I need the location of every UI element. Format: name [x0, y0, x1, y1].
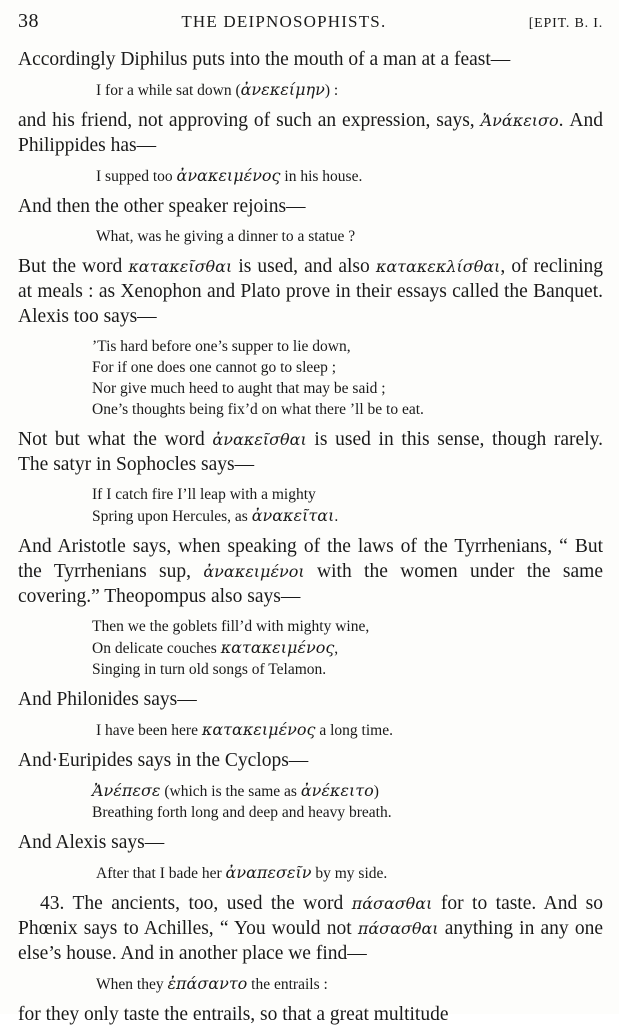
quote-line: On delicate couches κατακειμένος, — [92, 638, 339, 657]
paragraph-other-speaker: And then the other speaker rejoins— — [18, 196, 306, 217]
greek-term: κατακεκλίσθαι — [375, 257, 501, 276]
paragraph-philonides: And Philonides says— — [18, 689, 197, 710]
running-title: THE DEIPNOSOPHISTS. — [181, 12, 387, 31]
quote-line: After that I bade her ἀναπεσεῖν by my side. — [96, 863, 388, 882]
greek-term: Ἀνάκεισο — [480, 111, 559, 130]
paragraph-alexis-says: And Alexis says— — [18, 832, 165, 853]
greek-term: ἐπάσαντο — [167, 974, 248, 993]
quote-alexis-bade — [18, 862, 603, 884]
greek-term: ἀνεκείμην — [240, 80, 325, 99]
paragraph-aristotle: And Aristotle says, when speaking of the laws of the Tyrrhenians, “ But the Tyrrhenians sup, ἀνακειμένοι with the women under the same covering.” Theopompus also says— — [18, 536, 603, 607]
greek-term: ἀνακεῖσθαι — [212, 430, 307, 449]
greek-term: πάσασθαι — [357, 919, 439, 938]
quote-line: ’Tis hard before one’s supper to lie down, — [92, 338, 351, 355]
quote-alexis-verse — [18, 336, 603, 420]
quote-line: Singing in turn old songs of Telamon. — [92, 661, 327, 678]
greek-term: κατακειμένος — [220, 638, 335, 657]
quote-anakeimenos-house — [18, 165, 603, 187]
paragraph-philippides: and his friend, not approving of such an expression, says, Ἀνάκεισο. And Philippides has— — [18, 110, 603, 156]
greek-term: ἀναπεσεῖν — [225, 863, 312, 882]
quote-line: Breathing forth long and deep and heavy breath. — [92, 804, 392, 821]
quote-dinner-statue — [18, 226, 603, 247]
quote-philonides — [18, 719, 603, 741]
quote-theopompus-verse — [18, 616, 603, 680]
paragraph-section-43: 43. The ancients, too, used the word πάσασθαι for to taste. And so Phœnix says to Achilles, “ You would not πάσασθαι anything in any one else’s house. And in another place we find— — [18, 893, 604, 964]
quote-line: I supped too ἀνακειμένος in his house. — [96, 166, 363, 185]
quote-line: When they ἐπάσαντο the entrails : — [96, 974, 328, 993]
quote-line: Ἀνέπεσε (which is the same as ἀνέκειτο) — [92, 781, 379, 800]
paragraph-entrails: for they only taste the entrails, so that a great multitude — [18, 1004, 449, 1025]
paragraph-sophocles-intro: Not but what the word ἀνακεῖσθαι is used in this sense, though rarely. The satyr in Sophocles says— — [18, 429, 603, 475]
quote-line: I have been here κατακειμένος a long time. — [96, 720, 393, 739]
quote-line: Then we the goblets fill’d with mighty wine, — [92, 618, 370, 635]
quote-line: Nor give much heed to aught that may be said ; — [92, 380, 386, 397]
paragraph-euripides: And·Euripides says in the Cyclops— — [18, 750, 309, 771]
greek-term: Ἀνέπεσε — [92, 781, 161, 800]
paragraph-katakeisthai: But the word κατακεῖσθαι is used, and also κατακεκλίσθαι, of reclining at meals : as Xenophon and Plato prove in their essays called the Banquet. Alexis too says— — [18, 256, 603, 327]
quote-euripides — [18, 780, 603, 823]
quote-epasanto — [18, 973, 603, 995]
greek-term: ἀνακειμένοι — [203, 562, 305, 581]
greek-term: κατακεῖσθαι — [128, 257, 233, 276]
greek-term: κατακειμένος — [201, 720, 316, 739]
quote-line: Spring upon Hercules, as ἀνακεῖται. — [92, 506, 339, 525]
greek-term: ἀνακεῖται — [251, 506, 335, 525]
greek-term: ἀνέκειτο — [300, 781, 374, 800]
paragraph-diphilus: Accordingly Diphilus puts into the mouth of a man at a feast— — [18, 49, 511, 70]
quote-line: I for a while sat down (ἀνεκείμην) : — [96, 80, 339, 99]
page-number: 38 — [18, 10, 39, 32]
quote-line: If I catch fire I’ll leap with a mighty — [92, 486, 316, 503]
quote-line: For if one does one cannot go to sleep ; — [92, 359, 337, 376]
running-head — [18, 10, 603, 33]
quote-anekeimen — [18, 79, 603, 101]
greek-term: πάσασθαι — [351, 894, 433, 913]
body-text-column — [18, 47, 603, 1027]
greek-term: ἀνακειμένος — [176, 166, 281, 185]
page-content — [18, 10, 603, 1031]
quote-line: One’s thoughts being fix’d on what there ’ll be to eat. — [92, 401, 424, 418]
running-head-reference: [EPIT. B. I. — [528, 16, 603, 31]
quote-line: What, was he giving a dinner to a statue ? — [96, 228, 356, 245]
quote-satyr-verse — [18, 484, 603, 527]
